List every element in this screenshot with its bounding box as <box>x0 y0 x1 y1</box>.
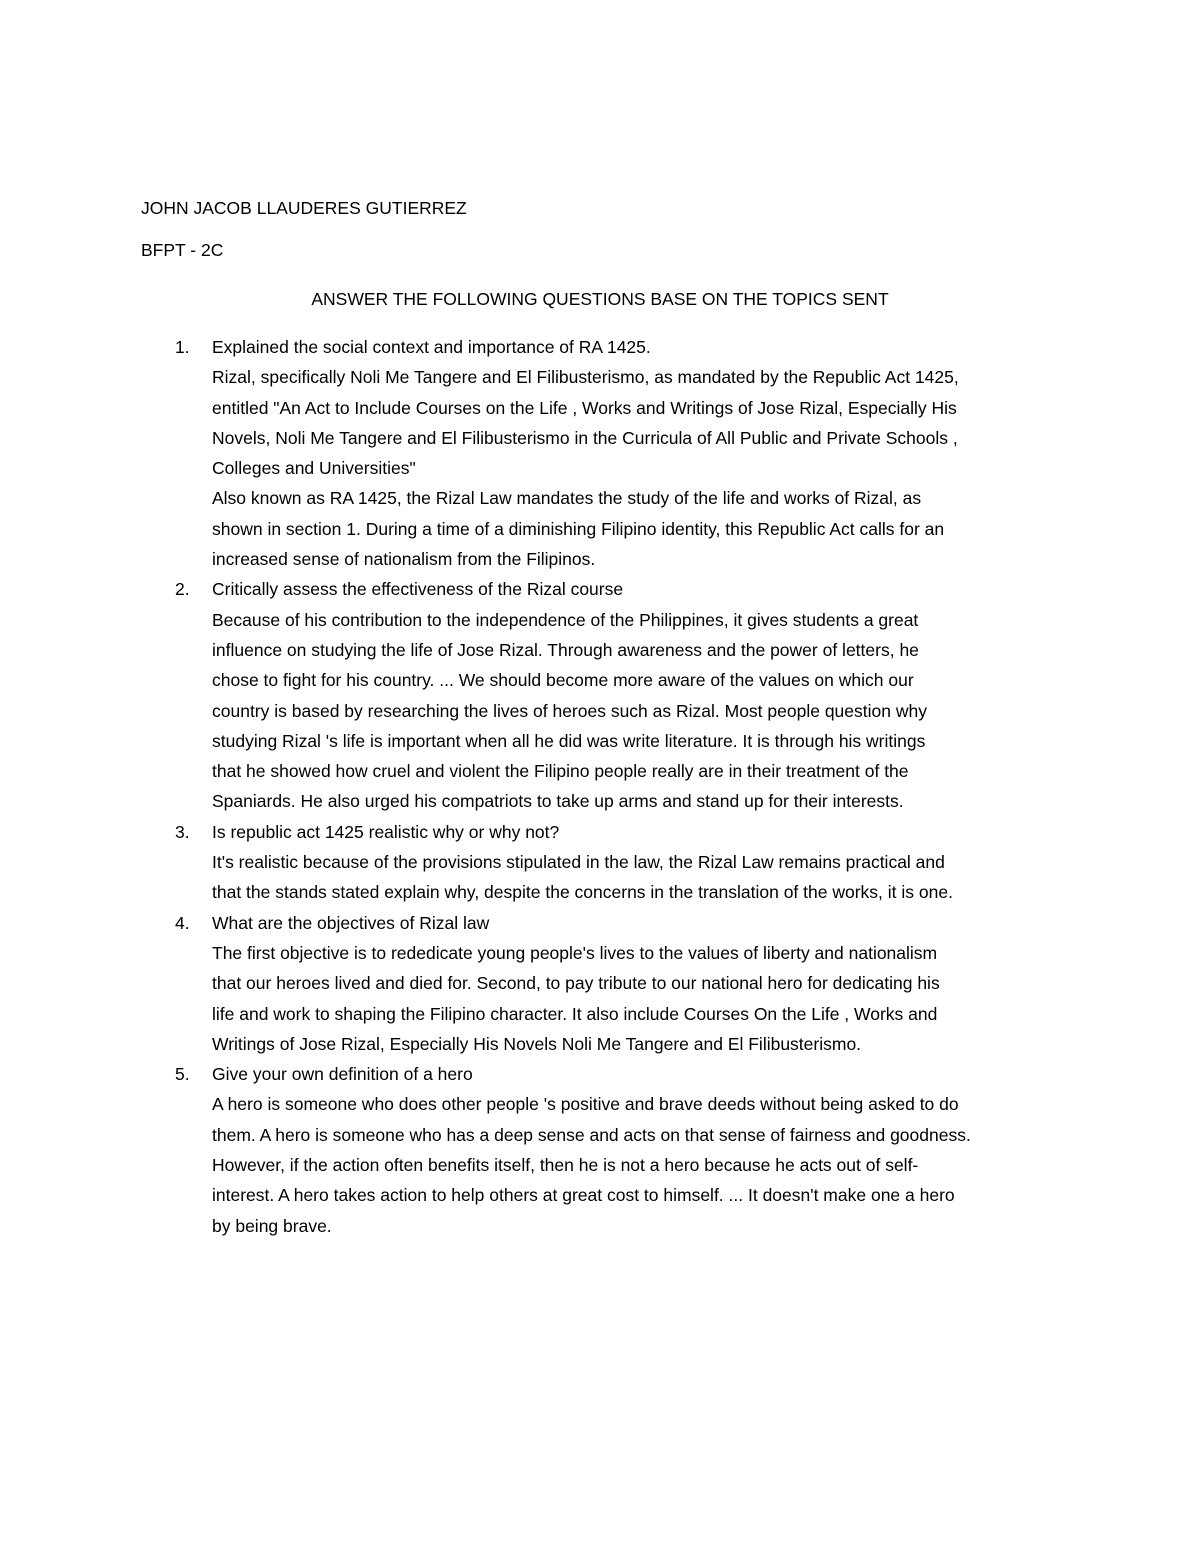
question-number: 4. <box>175 912 190 933</box>
question-item-3 <box>141 817 1061 908</box>
answer-line: shown in section 1. During a time of a diminishing Filipino identity, this Republic Act calls for an <box>212 518 945 539</box>
answer-line: entitled "An Act to Include Courses on the Life , Works and Writings of Jose Rizal, Especially His <box>212 397 957 418</box>
answer-line: them. A hero is someone who has a deep sense and acts on that sense of fairness and goodness. <box>212 1124 971 1145</box>
answer-line: that the stands stated explain why, despite the concerns in the translation of the works, it is one. <box>212 882 953 903</box>
answer-line: interest. A hero takes action to help others at great cost to himself. ... It doesn't make one a hero <box>212 1185 955 1206</box>
question-item-4 <box>141 908 1061 1059</box>
answer-line: influence on studying the life of Jose Rizal. Through awareness and the power of letters, he <box>212 639 919 660</box>
answer-line: life and work to shaping the Filipino character. It also include Courses On the Life , Works and <box>212 1003 938 1024</box>
question-list <box>141 332 1061 1241</box>
answer-line: Spaniards. He also urged his compatriots to take up arms and stand up for their interests. <box>212 791 904 812</box>
answer-line: It's realistic because of the provisions stipulated in the law, the Rizal Law remains practical and <box>212 852 945 873</box>
answer-line: Writings of Jose Rizal, Especially His Novels Noli Me Tangere and El Filibusterismo. <box>212 1033 862 1054</box>
answer-line: country is based by researching the lives of heroes such as Rizal. Most people question why <box>212 700 927 721</box>
question-item-1 <box>141 332 1061 574</box>
question-number: 5. <box>175 1064 190 1085</box>
document-content <box>141 193 1061 1241</box>
question-item-5 <box>141 1059 1061 1241</box>
instruction-heading: ANSWER THE FOLLOWING QUESTIONS BASE ON THE TOPICS SENT <box>311 289 889 309</box>
question-text: Explained the social context and importance of RA 1425. <box>212 337 651 357</box>
question-text: Critically assess the effectiveness of the Rizal course <box>212 579 624 600</box>
answer-line: that he showed how cruel and violent the Filipino people really are in their treatment of the <box>212 761 909 782</box>
answer-line: The first objective is to rededicate young people's lives to the values of liberty and nationalism <box>212 942 938 963</box>
answer-line: Rizal, specifically Noli Me Tangere and El Filibusterismo, as mandated by the Republic Act 1425, <box>212 367 959 388</box>
answer-line: increased sense of nationalism from the Filipinos. <box>212 549 596 570</box>
student-name: JOHN JACOB LLAUDERES GUTIERREZ <box>141 198 467 218</box>
answer-line: Also known as RA 1425, the Rizal Law mandates the study of the life and works of Rizal, as <box>212 488 922 509</box>
answer-line: studying Rizal 's life is important when all he did was write literature. It is through his writings <box>212 730 926 751</box>
answer-line: Novels, Noli Me Tangere and El Filibusterismo in the Curricula of All Public and Private Schools , <box>212 427 958 448</box>
answer-line: Because of his contribution to the independence of the Philippines, it gives students a great <box>212 609 919 630</box>
question-number: 2. <box>175 579 190 600</box>
answer-line: Colleges and Universities" <box>212 458 416 479</box>
answer-line: chose to fight for his country. ... We should become more aware of the values on which our <box>212 670 914 691</box>
answer-line: by being brave. <box>212 1215 332 1236</box>
question-text: Give your own definition of a hero <box>212 1064 473 1085</box>
question-text: Is republic act 1425 realistic why or why not? <box>212 821 560 842</box>
answer-line: that our heroes lived and died for. Second, to pay tribute to our national hero for dedicating his <box>212 973 940 994</box>
question-number: 1. <box>175 337 190 357</box>
question-number: 3. <box>175 821 190 842</box>
question-item-2 <box>141 574 1061 816</box>
student-section: BFPT - 2C <box>141 240 224 260</box>
answer-line: However, if the action often benefits itself, then he is not a hero because he acts out of self- <box>212 1155 919 1176</box>
question-text: What are the objectives of Rizal law <box>212 912 490 933</box>
answer-line: A hero is someone who does other people 's positive and brave deeds without being asked to do <box>212 1094 959 1115</box>
